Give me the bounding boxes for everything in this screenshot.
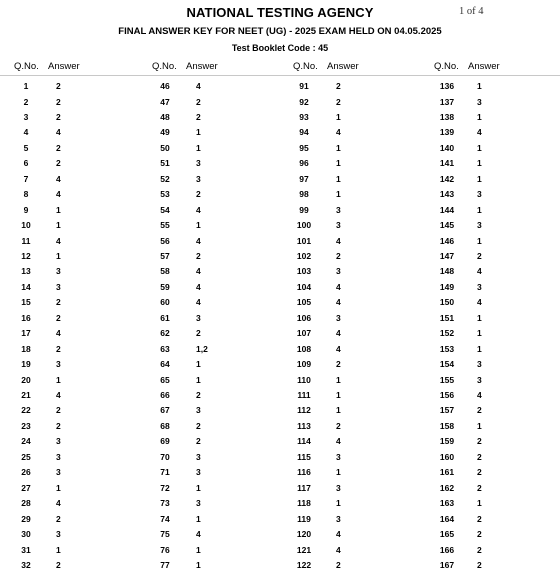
question-number: 52 bbox=[160, 173, 170, 184]
answer-value: 2 bbox=[336, 359, 341, 370]
question-number: 5 bbox=[23, 142, 29, 153]
question-number: 16 bbox=[21, 312, 31, 323]
question-number: 143 bbox=[439, 189, 455, 200]
answer-value: 1 bbox=[477, 343, 482, 354]
question-number: 156 bbox=[439, 390, 455, 400]
question-number: 66 bbox=[160, 390, 170, 400]
question-number: 63 bbox=[160, 343, 170, 354]
question-number: 167 bbox=[439, 560, 455, 570]
question-number: 77 bbox=[160, 560, 170, 570]
question-number: 17 bbox=[21, 328, 31, 339]
answer-value: 1 bbox=[56, 204, 61, 215]
answer-value: 4 bbox=[196, 529, 201, 539]
question-number: 8 bbox=[23, 189, 29, 200]
answer-value: 2 bbox=[196, 96, 201, 107]
answer-value: 4 bbox=[56, 189, 61, 200]
question-number: 23 bbox=[21, 420, 31, 431]
question-number: 105 bbox=[296, 297, 312, 308]
question-number: 18 bbox=[21, 343, 31, 354]
answer-value: 3 bbox=[336, 312, 341, 323]
answer-value: 2 bbox=[56, 312, 61, 323]
question-number: 10 bbox=[21, 220, 31, 230]
answer-value: 1 bbox=[56, 220, 61, 230]
answer-value: 2 bbox=[196, 111, 201, 122]
question-number: 136 bbox=[439, 81, 455, 91]
question-number: 160 bbox=[439, 451, 455, 462]
question-number: 92 bbox=[299, 96, 309, 107]
answer-value: 2 bbox=[477, 451, 482, 462]
answer-value: 1 bbox=[477, 420, 482, 431]
question-number: 60 bbox=[160, 297, 170, 308]
question-number: 149 bbox=[439, 281, 455, 292]
question-number: 159 bbox=[439, 436, 455, 447]
question-number: 93 bbox=[299, 111, 309, 122]
answer-value: 1 bbox=[477, 158, 482, 169]
answer-value: 4 bbox=[56, 328, 61, 339]
answer-value: 4 bbox=[477, 266, 482, 277]
question-number: 97 bbox=[299, 173, 309, 184]
answer-value: 3 bbox=[196, 467, 201, 478]
test-booklet-code: Test Booklet Code : 45 bbox=[231, 43, 329, 53]
answer-value: 2 bbox=[477, 405, 482, 416]
answer-value: 1 bbox=[477, 173, 482, 184]
question-number: 113 bbox=[297, 420, 311, 431]
answer-value: 4 bbox=[56, 127, 61, 138]
question-number: 57 bbox=[160, 250, 170, 261]
question-number: 64 bbox=[160, 359, 170, 370]
answer-value: 3 bbox=[56, 529, 61, 539]
question-number: 164 bbox=[439, 513, 455, 524]
question-number: 27 bbox=[21, 482, 31, 493]
answer-value: 2 bbox=[56, 96, 61, 107]
question-number: 138 bbox=[439, 111, 455, 122]
question-number: 68 bbox=[160, 420, 170, 431]
question-number: 71 bbox=[160, 467, 170, 478]
answer-value: 1 bbox=[196, 142, 201, 153]
answer-value: 4 bbox=[56, 390, 61, 400]
answer-value: 3 bbox=[196, 498, 201, 509]
question-number: 73 bbox=[160, 498, 170, 509]
answer-value: 3 bbox=[196, 158, 201, 169]
question-number: 69 bbox=[160, 436, 170, 447]
answer-value: 3 bbox=[477, 281, 482, 292]
question-number: 9 bbox=[23, 204, 29, 215]
qno-header: Q.No. bbox=[434, 61, 459, 72]
header-divider bbox=[0, 75, 560, 76]
answer-value: 1 bbox=[56, 544, 61, 555]
answer-value: 1 bbox=[336, 111, 341, 122]
answer-value: 1 bbox=[477, 328, 482, 339]
question-number: 4 bbox=[23, 127, 29, 138]
answer-value: 4 bbox=[196, 235, 201, 246]
question-number: 19 bbox=[21, 359, 31, 370]
answer-value: 1 bbox=[477, 235, 482, 246]
answer-value: 2 bbox=[56, 158, 61, 169]
question-number: 142 bbox=[439, 173, 455, 184]
answer-value: 4 bbox=[336, 328, 341, 339]
answer-value: 2 bbox=[336, 420, 341, 431]
answer-value: 1 bbox=[196, 374, 201, 385]
answer-value: 3 bbox=[196, 405, 201, 416]
question-number: 32 bbox=[21, 560, 31, 570]
answer-value: 3 bbox=[196, 312, 201, 323]
answer-value: 4 bbox=[336, 544, 341, 555]
question-number: 121 bbox=[296, 544, 312, 555]
question-number: 100 bbox=[296, 220, 312, 230]
question-number: 157 bbox=[439, 405, 455, 416]
answer-value: 1 bbox=[477, 111, 482, 122]
question-number: 75 bbox=[160, 529, 170, 539]
answer-value: 3 bbox=[56, 266, 61, 277]
question-number: 106 bbox=[296, 312, 312, 323]
question-number: 3 bbox=[23, 111, 29, 122]
qno-header: Q.No. bbox=[14, 61, 39, 72]
answer-value: 4 bbox=[196, 297, 201, 308]
question-number: 115 bbox=[297, 451, 311, 462]
question-number: 72 bbox=[160, 482, 170, 493]
answer-value: 1 bbox=[477, 204, 482, 215]
answer-value: 3 bbox=[336, 220, 341, 230]
qno-header: Q.No. bbox=[152, 61, 177, 72]
answer-value: 3 bbox=[336, 482, 341, 493]
question-number: 15 bbox=[21, 297, 31, 308]
answer-value: 4 bbox=[56, 235, 61, 246]
question-number: 144 bbox=[439, 204, 455, 215]
question-number: 51 bbox=[160, 158, 170, 169]
question-number: 119 bbox=[297, 513, 311, 524]
question-number: 2 bbox=[23, 96, 29, 107]
answer-value: 2 bbox=[196, 250, 201, 261]
question-number: 21 bbox=[21, 390, 31, 400]
answer-value: 1 bbox=[56, 250, 61, 261]
answer-value: 2 bbox=[477, 250, 482, 261]
question-number: 139 bbox=[439, 127, 455, 138]
answer-value: 2 bbox=[196, 420, 201, 431]
question-number: 147 bbox=[439, 250, 455, 261]
answer-key-subtitle: FINAL ANSWER KEY FOR NEET (UG) - 2025 EXAM HELD ON 04.05.2025 bbox=[118, 26, 442, 37]
answer-value: 2 bbox=[56, 111, 61, 122]
answer-value: 4 bbox=[477, 297, 482, 308]
answer-value: 1 bbox=[336, 405, 341, 416]
answer-header: Answer bbox=[186, 61, 218, 72]
answer-value: 1 bbox=[336, 467, 341, 478]
question-number: 22 bbox=[21, 405, 31, 416]
agency-title: NATIONAL TESTING AGENCY bbox=[186, 5, 374, 20]
answer-value: 2 bbox=[477, 560, 482, 570]
question-number: 65 bbox=[160, 374, 170, 385]
question-number: 155 bbox=[439, 374, 455, 385]
question-number: 122 bbox=[296, 560, 312, 570]
question-number: 47 bbox=[160, 96, 170, 107]
question-number: 76 bbox=[160, 544, 170, 555]
question-number: 62 bbox=[160, 328, 170, 339]
question-number: 103 bbox=[296, 266, 312, 277]
question-number: 104 bbox=[296, 281, 312, 292]
answer-value: 4 bbox=[477, 390, 482, 400]
answer-value: 1 bbox=[196, 220, 201, 230]
question-number: 29 bbox=[21, 513, 31, 524]
answer-value: 1 bbox=[336, 498, 341, 509]
question-number: 108 bbox=[296, 343, 312, 354]
answer-value: 4 bbox=[477, 127, 482, 138]
question-number: 53 bbox=[160, 189, 170, 200]
answer-value: 2 bbox=[477, 482, 482, 493]
question-number: 166 bbox=[439, 544, 455, 555]
question-number: 99 bbox=[299, 204, 309, 215]
answer-value: 3 bbox=[477, 189, 482, 200]
answer-value: 4 bbox=[336, 529, 341, 539]
answer-value: 4 bbox=[336, 343, 341, 354]
question-number: 146 bbox=[439, 235, 455, 246]
question-number: 107 bbox=[296, 328, 312, 339]
question-number: 161 bbox=[439, 467, 455, 478]
question-number: 153 bbox=[439, 343, 455, 354]
question-number: 162 bbox=[439, 482, 455, 493]
answer-value: 3 bbox=[477, 96, 482, 107]
answer-value: 3 bbox=[56, 451, 61, 462]
question-number: 50 bbox=[160, 142, 170, 153]
answer-value: 4 bbox=[196, 266, 201, 277]
answer-value: 1 bbox=[56, 482, 61, 493]
question-number: 111 bbox=[297, 390, 311, 400]
answer-value: 2 bbox=[56, 420, 61, 431]
answer-value: 1 bbox=[477, 312, 482, 323]
page-indicator: 1 of 4 bbox=[459, 6, 484, 17]
question-number: 152 bbox=[439, 328, 455, 339]
question-number: 94 bbox=[299, 127, 309, 138]
answer-value: 3 bbox=[477, 359, 482, 370]
question-number: 137 bbox=[439, 96, 455, 107]
answer-value: 1 bbox=[196, 544, 201, 555]
answer-header: Answer bbox=[48, 61, 80, 72]
question-number: 158 bbox=[439, 420, 455, 431]
answer-value: 4 bbox=[336, 281, 341, 292]
answer-value: 4 bbox=[56, 498, 61, 509]
answer-value: 4 bbox=[196, 281, 201, 292]
answer-value: 1 bbox=[336, 173, 341, 184]
answer-value: 1 bbox=[336, 189, 341, 200]
answer-value: 2 bbox=[336, 560, 341, 570]
question-number: 148 bbox=[439, 266, 455, 277]
answer-value: 4 bbox=[56, 173, 61, 184]
answer-value: 2 bbox=[336, 250, 341, 261]
answer-value: 1 bbox=[336, 142, 341, 153]
answer-value: 1 bbox=[477, 498, 482, 509]
answer-value: 1 bbox=[196, 127, 201, 138]
question-number: 67 bbox=[160, 405, 170, 416]
question-number: 120 bbox=[296, 529, 312, 539]
answer-value: 1 bbox=[477, 81, 482, 91]
question-number: 141 bbox=[439, 158, 455, 169]
question-number: 163 bbox=[439, 498, 455, 509]
answer-value: 2 bbox=[477, 436, 482, 447]
answer-value: 3 bbox=[336, 204, 341, 215]
answer-value: 1 bbox=[336, 390, 341, 400]
question-number: 12 bbox=[21, 250, 31, 261]
question-number: 74 bbox=[160, 513, 170, 524]
question-number: 61 bbox=[160, 312, 170, 323]
answer-value: 2 bbox=[477, 544, 482, 555]
answer-value: 2 bbox=[196, 328, 201, 339]
answer-value: 4 bbox=[336, 127, 341, 138]
answer-value: 4 bbox=[336, 436, 341, 447]
answer-value: 2 bbox=[56, 343, 61, 354]
qno-header: Q.No. bbox=[293, 61, 318, 72]
question-number: 70 bbox=[160, 451, 170, 462]
question-number: 109 bbox=[296, 359, 312, 370]
question-number: 26 bbox=[21, 467, 31, 478]
question-number: 48 bbox=[160, 111, 170, 122]
answer-value: 2 bbox=[56, 142, 61, 153]
question-number: 101 bbox=[296, 235, 312, 246]
answer-value: 3 bbox=[56, 281, 61, 292]
answer-value: 2 bbox=[56, 513, 61, 524]
answer-value: 3 bbox=[336, 513, 341, 524]
answer-value: 2 bbox=[196, 189, 201, 200]
question-number: 58 bbox=[160, 266, 170, 277]
answer-value: 3 bbox=[477, 374, 482, 385]
answer-header: Answer bbox=[327, 61, 359, 72]
question-number: 145 bbox=[439, 220, 455, 230]
answer-value: 3 bbox=[477, 220, 482, 230]
answer-value: 1 bbox=[477, 142, 482, 153]
answer-value: 2 bbox=[477, 513, 482, 524]
question-number: 6 bbox=[23, 158, 29, 169]
answer-header: Answer bbox=[468, 61, 500, 72]
question-number: 54 bbox=[160, 204, 170, 215]
question-number: 150 bbox=[439, 297, 455, 308]
question-number: 14 bbox=[21, 281, 31, 292]
answer-value: 1 bbox=[56, 374, 61, 385]
answer-value: 1,2 bbox=[196, 343, 208, 354]
answer-value: 1 bbox=[196, 560, 201, 570]
question-number: 20 bbox=[21, 374, 31, 385]
answer-value: 2 bbox=[56, 405, 61, 416]
answer-value: 3 bbox=[196, 451, 201, 462]
question-number: 49 bbox=[160, 127, 170, 138]
answer-value: 2 bbox=[196, 436, 201, 447]
question-number: 140 bbox=[439, 142, 455, 153]
question-number: 165 bbox=[439, 529, 455, 539]
answer-value: 2 bbox=[336, 81, 341, 91]
question-number: 25 bbox=[21, 451, 31, 462]
question-number: 118 bbox=[297, 498, 311, 509]
answer-value: 4 bbox=[336, 297, 341, 308]
answer-value: 4 bbox=[196, 81, 201, 91]
question-number: 46 bbox=[160, 81, 170, 91]
answer-value: 1 bbox=[196, 359, 201, 370]
question-number: 56 bbox=[160, 235, 170, 246]
question-number: 110 bbox=[297, 374, 311, 385]
question-number: 98 bbox=[299, 189, 309, 200]
question-number: 13 bbox=[21, 266, 31, 277]
question-number: 95 bbox=[299, 142, 309, 153]
question-number: 114 bbox=[297, 436, 311, 447]
question-number: 28 bbox=[21, 498, 31, 509]
answer-value: 2 bbox=[56, 297, 61, 308]
question-number: 24 bbox=[21, 436, 31, 447]
question-number: 55 bbox=[160, 220, 170, 230]
answer-value: 3 bbox=[336, 266, 341, 277]
answer-value: 3 bbox=[336, 451, 341, 462]
question-number: 91 bbox=[299, 81, 309, 91]
answer-value: 3 bbox=[56, 359, 61, 370]
answer-value: 2 bbox=[336, 96, 341, 107]
question-number: 117 bbox=[297, 482, 311, 493]
answer-value: 1 bbox=[196, 482, 201, 493]
answer-value: 2 bbox=[56, 81, 61, 91]
question-number: 112 bbox=[297, 405, 311, 416]
question-number: 30 bbox=[21, 529, 31, 539]
question-number: 59 bbox=[160, 281, 170, 292]
question-number: 7 bbox=[23, 173, 29, 184]
question-number: 96 bbox=[299, 158, 309, 169]
answer-value: 1 bbox=[336, 158, 341, 169]
answer-value: 3 bbox=[56, 467, 61, 478]
answer-value: 1 bbox=[336, 374, 341, 385]
question-number: 11 bbox=[21, 235, 31, 246]
answer-value: 4 bbox=[336, 235, 341, 246]
question-number: 102 bbox=[296, 250, 312, 261]
question-number: 154 bbox=[439, 359, 455, 370]
answer-value: 2 bbox=[196, 390, 201, 400]
answer-value: 2 bbox=[56, 560, 61, 570]
answer-value: 2 bbox=[477, 529, 482, 539]
question-number: 1 bbox=[23, 81, 29, 91]
question-number: 31 bbox=[21, 544, 31, 555]
answer-value: 4 bbox=[196, 204, 201, 215]
question-number: 151 bbox=[439, 312, 455, 323]
answer-value: 2 bbox=[477, 467, 482, 478]
answer-value: 1 bbox=[196, 513, 201, 524]
answer-value: 3 bbox=[196, 173, 201, 184]
answer-value: 3 bbox=[56, 436, 61, 447]
question-number: 116 bbox=[297, 467, 311, 478]
